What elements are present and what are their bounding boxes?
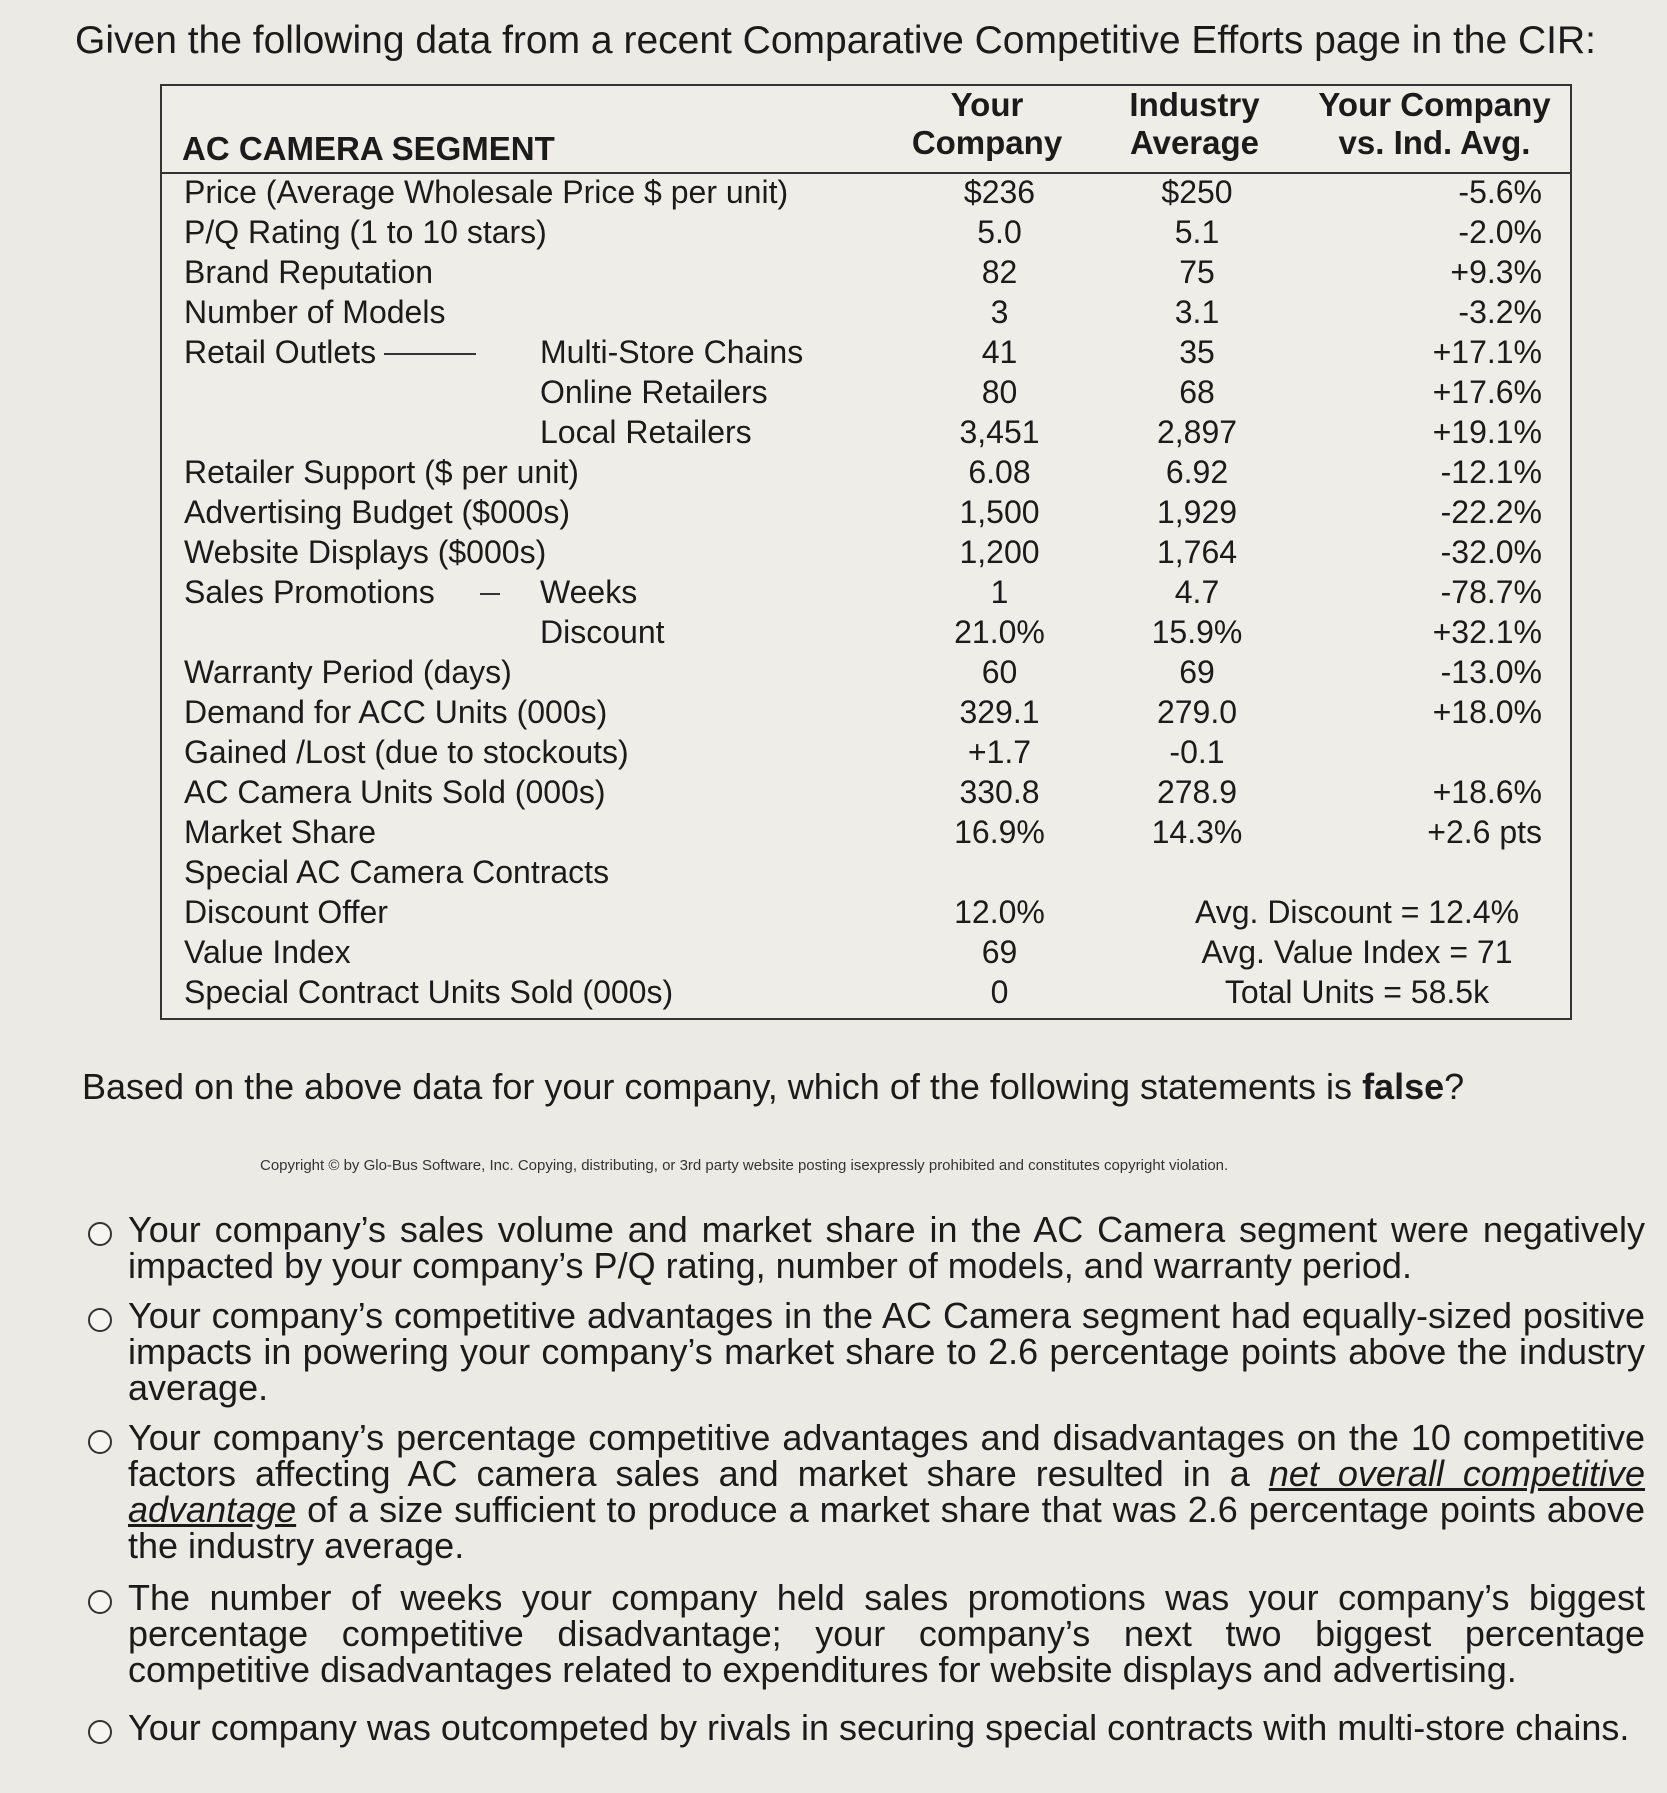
vs-industry-header: Your Company vs. Ind. Avg. [1318,86,1551,161]
radio-button[interactable] [88,1430,112,1454]
value-index-label: Value Index [184,934,351,970]
bracket-line [480,593,500,595]
your-value: 1,200 [959,534,1040,570]
table-row [162,212,1570,252]
industry-value: 4.7 [1174,574,1220,610]
row-label: Advertising Budget ($000s) [184,494,570,530]
your-value: 3,451 [959,414,1040,450]
industry-value: 6.92 [1165,454,1229,490]
table-row [162,532,1570,572]
table-row [162,452,1570,492]
your-value: 1 [990,574,1009,610]
vs-value: -13.0% [1440,654,1542,690]
vs-value: -12.1% [1440,454,1542,490]
vs-value: +18.0% [1432,694,1542,730]
row-label: Gained /Lost (due to stockouts) [184,734,629,770]
underlined-phrase: net overall competitive advantage [128,1453,1646,1530]
vs-value: -3.2% [1458,294,1542,330]
row-label: Warranty Period (days) [184,654,512,690]
industry-value: 68 [1179,374,1215,410]
table-row [162,292,1570,332]
table-row [162,252,1570,292]
row-label: Retailer Support ($ per unit) [184,454,579,490]
your-value: 6.08 [968,454,1031,490]
row-label: Sales Promotions [184,574,435,610]
question-emphasis: false [1362,1066,1445,1107]
industry-value: 5.1 [1174,214,1220,250]
industry-value: 14.3% [1151,814,1243,850]
row-label: Price (Average Wholesale Price $ per unit) [184,174,789,210]
vs-value: +17.1% [1432,334,1542,370]
total-units: Total Units = 58.5k [1224,974,1490,1010]
vs-value: +19.1% [1432,414,1542,450]
row-sublabel: Weeks [540,574,638,610]
your-value: 21.0% [954,614,1045,650]
discount-offer-label: Discount Offer [184,894,388,930]
comparative-efforts-table [160,84,1572,1020]
row-label: P/Q Rating (1 to 10 stars) [184,214,547,250]
copyright-notice: Copyright © by Glo-Bus Software, Inc. Copying, distributing, or 3rd party website posting isexpressly prohibited and constitutes copyright violation. [260,1157,1229,1174]
your-value: +1.7 [967,734,1032,770]
table-row [162,732,1570,772]
row-label: Demand for ACC Units (000s) [184,694,608,730]
table-row [162,492,1570,532]
special-value-row [162,932,1570,972]
table-row [162,772,1570,812]
row-sublabel: Online Retailers [540,374,768,410]
option-text: Your company was outcompeted by rivals in securing special contracts with multi-store chains. [128,1707,1630,1748]
your-value: 82 [981,254,1018,290]
discount-offer-value: 12.0% [954,894,1045,930]
your-value: 41 [981,334,1018,370]
row-label: Retail Outlets [184,334,377,370]
row-label: AC Camera Units Sold (000s) [184,774,606,810]
segment-header: AC CAMERA SEGMENT [182,130,555,167]
avg-discount: Avg. Discount = 12.4% [1194,894,1520,930]
industry-value: 1,929 [1156,494,1238,530]
your-company-header: Your Company [911,86,1063,161]
your-value: 3 [990,294,1009,330]
table-row [162,332,1570,372]
radio-button[interactable] [88,1308,112,1332]
vs-value: +17.6% [1432,374,1542,410]
special-units-row [162,972,1570,1012]
your-value: $236 [963,174,1036,210]
industry-value: 35 [1179,334,1215,370]
intro-text: Given the following data from a recent Comparative Competitive Efforts page in the CIR: [75,19,1597,62]
industry-value: $250 [1161,174,1233,210]
your-value: 1,500 [959,494,1040,530]
your-value: 329.1 [959,694,1040,730]
industry-value: 2,897 [1156,414,1238,450]
table-row [162,172,1570,212]
row-label: Market Share [184,814,377,850]
vs-value: -78.7% [1440,574,1542,610]
table-row [162,692,1570,732]
vs-value: +9.3% [1450,254,1542,290]
option-text: Your company’s sales volume and market share in the AC Camera segment were negatively impacted by your company’s P/Q rating, number of models, and warranty period. [128,1209,1645,1286]
avg-value-index: Avg. Value Index = 71 [1201,934,1513,970]
industry-value: 75 [1179,254,1215,290]
your-value: 330.8 [959,774,1040,810]
industry-value: 15.9% [1151,614,1243,650]
industry-value: 69 [1179,654,1215,690]
row-sublabel: Local Retailers [540,414,752,450]
special-contracts-title-row [162,852,1570,892]
special-units-label: Special Contract Units Sold (000s) [184,974,674,1010]
vs-value: -22.2% [1440,494,1542,530]
radio-button[interactable] [88,1222,112,1246]
your-value: 80 [981,374,1018,410]
row-sublabel: Discount [540,614,665,650]
value-index-value: 69 [981,934,1018,970]
special-contracts-title: Special AC Camera Contracts [184,854,610,890]
your-value: 60 [981,654,1018,690]
special-units-value: 0 [990,974,1009,1010]
vs-value: -5.6% [1458,174,1542,210]
table-row [162,372,1570,412]
industry-value: 278.9 [1156,774,1238,810]
bracket-line [384,353,476,355]
special-discount-row [162,892,1570,932]
industry-value: 1,764 [1156,534,1238,570]
industry-value: 3.1 [1174,294,1220,330]
row-sublabel: Multi-Store Chains [540,334,804,370]
question-text: Based on the above data for your company, which of the following statements is false? [82,1066,1465,1107]
industry-value: -0.1 [1169,734,1225,770]
vs-value: -32.0% [1440,534,1542,570]
table-row [162,572,1570,612]
table-row [162,652,1570,692]
industry-average-header: Industry Average [1129,86,1260,161]
table-row [162,812,1570,852]
row-label: Brand Reputation [184,254,434,290]
vs-value: +32.1% [1432,614,1542,650]
radio-button[interactable] [88,1720,112,1744]
industry-value: 279.0 [1156,694,1238,730]
radio-button[interactable] [88,1590,112,1614]
table-row [162,412,1570,452]
row-label: Number of Models [184,294,446,330]
option-text: The number of weeks your company held sales promotions was your company’s biggest percentage competitive disadvantage; your company’s next two biggest percentage competitive disadvantages related to expenditures for website displays and advertising. [128,1577,1645,1690]
table-row [162,612,1570,652]
row-label: Website Displays ($000s) [184,534,547,570]
vs-value: -2.0% [1458,214,1542,250]
your-value: 16.9% [954,814,1045,850]
option-text: Your company’s percentage competitive advantages and disadvantages on the 10 competitive factors affecting AC camera sales and market share resulted in a net overall competitive advantage of a size sufficient to produce a market share that was 2.6 percentage points above the industry average. [128,1417,1646,1566]
your-value: 5.0 [977,214,1022,250]
vs-value: +2.6 pts [1427,814,1542,850]
option-text: Your company’s competitive advantages in the AC Camera segment had equally-sized positive impacts in powering your company’s market share to 2.6 percentage points above the industry average. [128,1295,1645,1408]
vs-value: +18.6% [1432,774,1542,810]
